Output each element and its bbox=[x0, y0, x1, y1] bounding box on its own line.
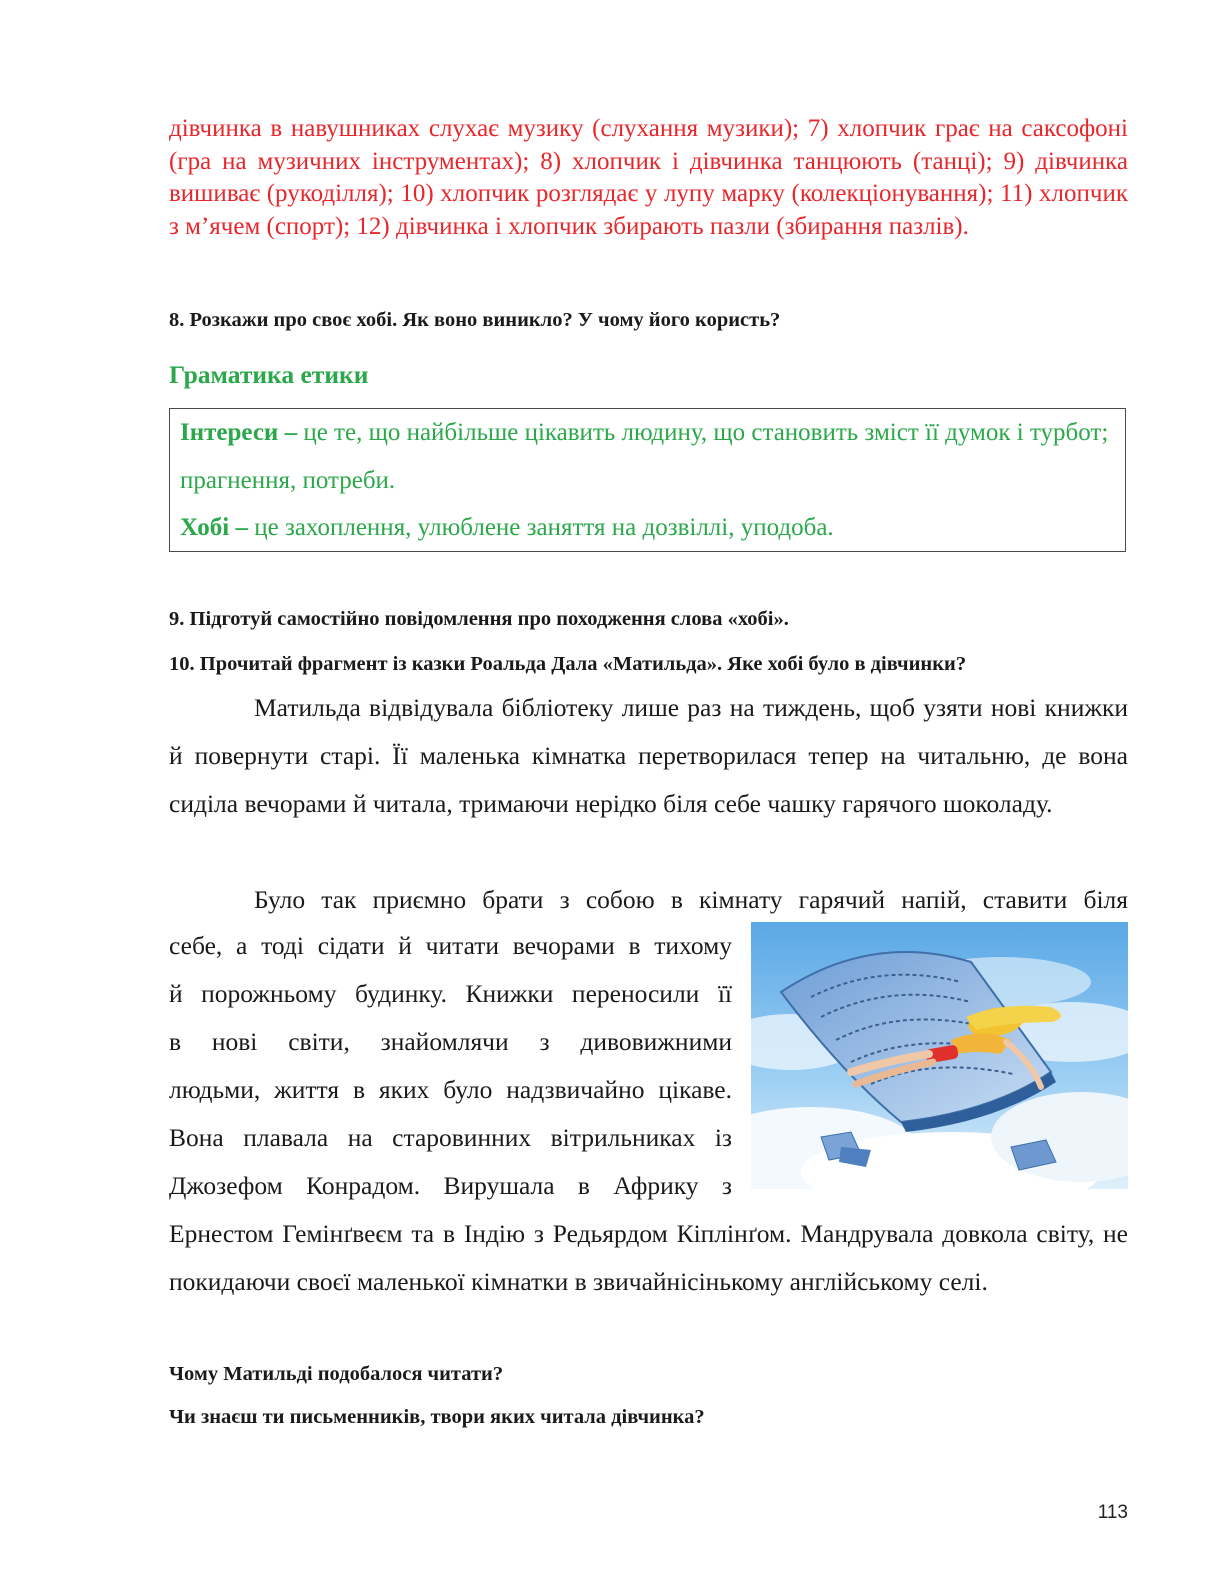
wrapped-line: себе, а тоді сідати й читати вечорами в тихому bbox=[169, 931, 732, 960]
task-9: 9. Підготуй самостійно повідомлення про походження слова «хобі». bbox=[169, 608, 789, 630]
girl-flying-on-book-illustration bbox=[751, 922, 1128, 1189]
question-why-reading: Чому Матильді подобалося читати? bbox=[169, 1363, 504, 1385]
page-number: 113 bbox=[1097, 1502, 1128, 1523]
interests-text: це те, що найбільше цікавить людину, що становить зміст її думок і турбот; прагнення, потреби. bbox=[180, 419, 1109, 494]
textbook-page bbox=[169, 0, 1128, 1584]
story-paragraph-2-first-line: Було так приємно брати з собою в кімнату гарячий напій, ставити біля bbox=[254, 885, 1128, 914]
hobby-term: Хобі – bbox=[180, 514, 248, 541]
wrapped-line: Вона плавала на старовинних вітрильниках із bbox=[169, 1123, 732, 1152]
interests-term: Інтереси – bbox=[180, 419, 298, 446]
hobby-text: це захоплення, улюблене заняття на дозвіллі, уподоба. bbox=[247, 514, 834, 541]
task-8: 8. Розкажи про своє хобі. Як воно виникло? У чому його користь? bbox=[169, 309, 781, 331]
story-paragraph-2-continuation: Ернестом Гемінґвеєм та в Індію з Редьярдом Кіплінґом. Мандрувала довкола світу, не покидаючи своєї маленької кімнатки в звичайнісінькому англійському селі. bbox=[169, 1219, 1128, 1296]
story-paragraph-1: Матильда відвідувала бібліотеку лише раз на тиждень, щоб узяти нові книжки й повернути старі. Її маленька кімнатка перетворилася тепер на читальню, де вона сиділа вечорами й читала, тримаючи нерідко біля себе чашку гарячого шоколаду. bbox=[169, 693, 1128, 818]
story-wrapped-lines bbox=[169, 922, 732, 1210]
task-10: 10. Прочитай фрагмент із казки Роальда Дала «Матильда». Яке хобі було в дівчинки? bbox=[169, 653, 967, 675]
answer-continuation-paragraph: дівчинка в навушниках слухає музику (слухання музики); 7) хлопчик грає на саксофоні (гра на музичних інструментах); 8) хлопчик і дівчинка танцюють (танці); 9) дівчинка вишиває (рукоділля); 10) хлопчик розглядає у лупу марку (колекціонування); 11) хлопчик з м’ячем (спорт); 12) дівчинка і хлопчик збирають пазли (збирання пазлів). bbox=[169, 115, 1128, 240]
question-writers: Чи знаєш ти письменників, твори яких читала дівчинка? bbox=[169, 1406, 705, 1428]
wrapped-line: в нові світи, знайомлячи з дивовижними bbox=[169, 1027, 732, 1056]
definitions-box bbox=[169, 408, 1126, 552]
wrapped-line: й порожньому будинку. Книжки переносили її bbox=[169, 979, 732, 1008]
interests-definition bbox=[180, 409, 1115, 504]
wrapped-line: Джозефом Конрадом. Вирушала в Африку з bbox=[169, 1171, 732, 1200]
wrapped-line: людьми, життя в яких було надзвичайно цікаве. bbox=[169, 1075, 732, 1104]
grammar-of-ethics-heading: Граматика етики bbox=[169, 360, 369, 389]
hobby-definition bbox=[180, 504, 1115, 552]
